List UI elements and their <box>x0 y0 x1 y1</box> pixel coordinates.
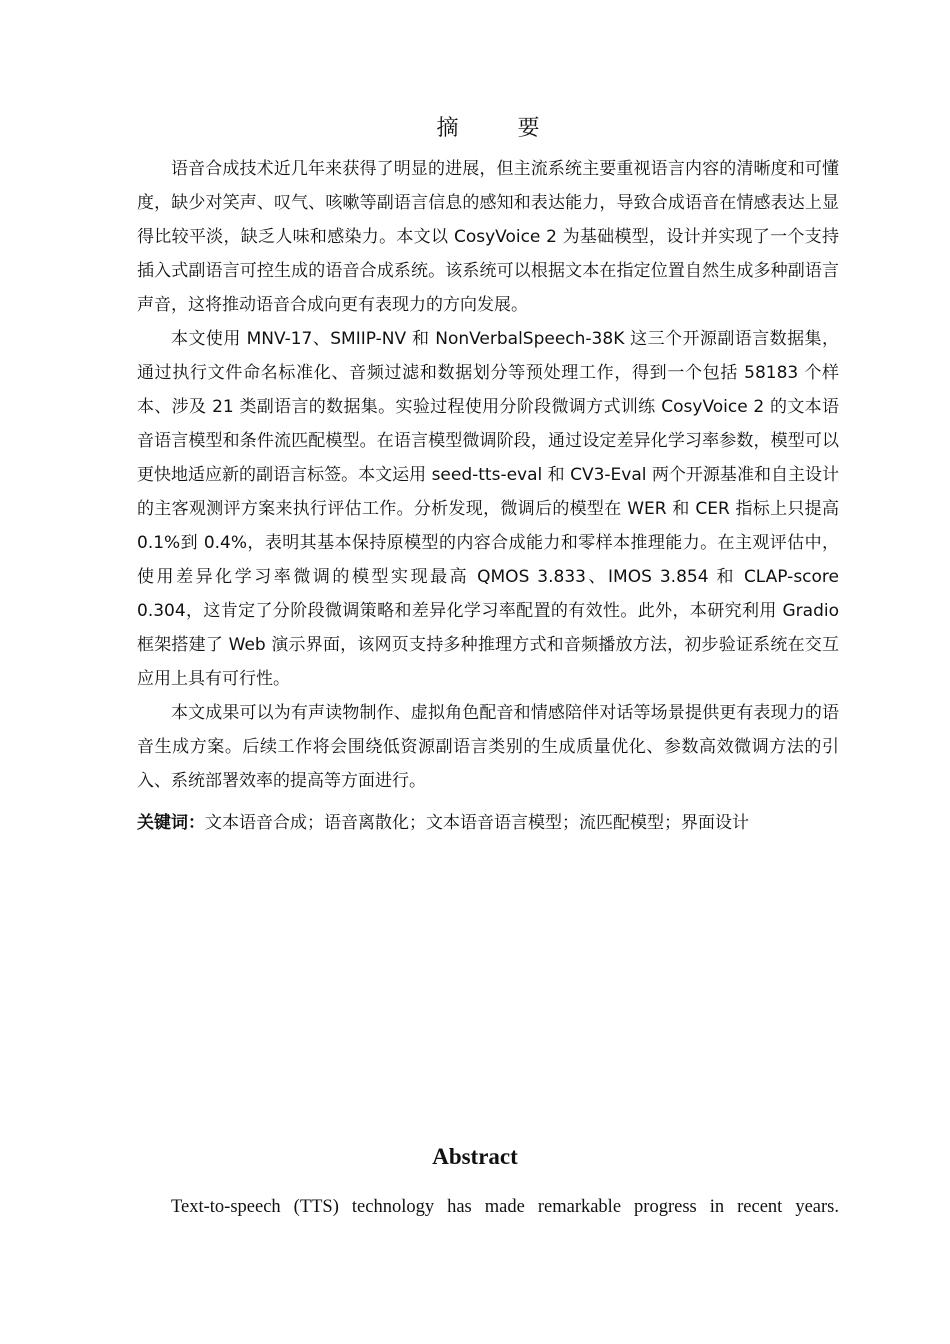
chinese-abstract <box>137 112 839 840</box>
english-abstract-first-line: Text-to-speech (TTS) technology has made remarkable progress in recent years. <box>171 1197 839 1217</box>
chinese-abstract-paragraph-1: 语音合成技术近几年来获得了明显的进展，但主流系统主要重视语言内容的清晰度和可懂度，缺少对笑声、叹气、咳嗽等副语言信息的感知和表达能力，导致合成语音在情感表达上显得比较平淡，缺乏人味和感染力。本文以 CosyVoice 2 为基础模型，设计并实现了一个支持插入式副语言可控生成的语音合成系统。该系统可以根据文本在指定位置自然生成多种副语言声音，这将推动语音合成向更有表现力的方向发展。 <box>137 159 839 315</box>
keywords-line <box>137 806 839 840</box>
chinese-abstract-title: 摘 要 <box>436 116 566 141</box>
chinese-abstract-paragraph-3: 本文成果可以为有声读物制作、虚拟角色配音和情感陪伴对话等场景提供更有表现力的语音生成方案。后续工作将会围绕低资源副语言类别的生成质量优化、参数高效微调方法的引入、系统部署效率的提高等方面进行。 <box>137 703 839 791</box>
keywords-text: 文本语音合成；语音离散化；文本语音语言模型；流匹配模型；界面设计 <box>205 813 749 833</box>
english-abstract-title: Abstract <box>432 1144 518 1169</box>
chinese-abstract-paragraph-2: 本文使用 MNV-17、SMIIP-NV 和 NonVerbalSpeech-38K 这三个开源副语言数据集，通过执行文件命名标准化、音频过滤和数据划分等预处理工作，得到一个包括 58183 个样本、涉及 21 类副语言的数据集。实验过程使用分阶段微调方式训练 CosyVoice 2 的文本语音语言模型和条件流匹配模型。在语言模型微调阶段，通过设定差异化学习率参数，模型可以更快地适应新的副语言标签。本文运用 seed-tts-eval 和 CV3-Eval 两个开源基准和自主设计的主客观测评方案来执行评估工作。分析发现，微调后的模型在 WER 和 CER 指标上只提高 0.1%到 0.4%，表明其基本保持原模型的内容合成能力和零样本推理能力。在主观评估中，使用差异化学习率微调的模型实现最高 QMOS 3.833、IMOS 3.854 和 CLAP-score 0.304，这肯定了分阶段微调策略和差异化学习率配置的有效性。此外，本研究利用 Gradio 框架搭建了 Web 演示界面，该网页支持多种推理方式和音频播放方法，初步验证系统在交互应用上具有可行性。 <box>137 329 839 689</box>
keywords-label: 关键词： <box>137 813 205 833</box>
